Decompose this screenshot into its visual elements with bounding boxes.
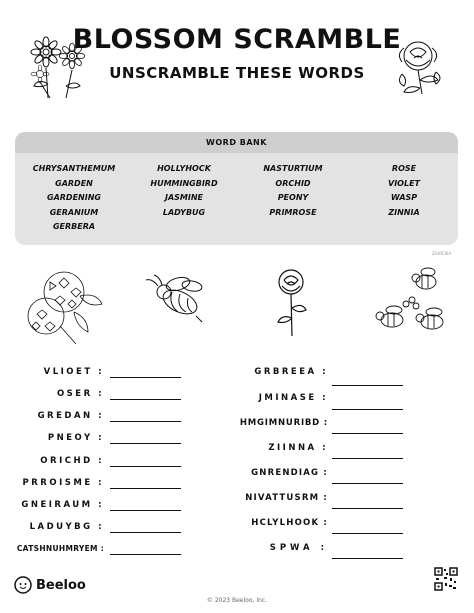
word-bank-item: PRIMROSE [269, 207, 317, 217]
word-bank-item: NASTURTIUM [263, 164, 323, 173]
scrambled-word: GNRENDIAG : [251, 468, 328, 478]
scrambled-word: ZIINNA : [268, 443, 328, 453]
answer-line[interactable] [110, 554, 181, 555]
word-bank-column-2 [139, 162, 229, 220]
answer-line[interactable] [332, 558, 403, 559]
word-bank-item: LADYBUG [162, 207, 206, 217]
word-bank-item: ZINNIA [388, 207, 420, 217]
scrambled-word: NIVATTUSRM : [245, 493, 328, 503]
word-bank-column-3 [251, 162, 335, 220]
word-bank-item: ROSE [391, 164, 417, 173]
word-bank-item: CHRYSANTHEMUM [32, 164, 116, 173]
word-bank-item: WASP [390, 193, 418, 202]
bee-logo-icon [14, 576, 32, 594]
word-bank-item: GERBERA [52, 222, 96, 231]
scrambled-word: VLIOET : [43, 367, 104, 377]
page-title: BLOSSOM SCRAMBLE [72, 24, 402, 55]
brand-name: Beeloo [36, 577, 86, 593]
word-bank-item: GARDEN [55, 178, 93, 188]
answer-line[interactable] [110, 421, 181, 422]
answer-line[interactable] [110, 510, 181, 511]
word-bank-item: HUMMINGBIRD [150, 178, 218, 188]
scrambled-word: GREDAN : [37, 411, 104, 421]
answer-line[interactable] [332, 458, 403, 459]
answer-line[interactable] [332, 433, 403, 434]
answer-line[interactable] [332, 508, 403, 509]
sunflowers-illustration [26, 34, 94, 100]
rose-illustration [388, 34, 450, 100]
answer-line[interactable] [332, 533, 403, 534]
answer-line[interactable] [110, 399, 181, 400]
scrambled-word: HCLYLHOOK : [251, 518, 328, 528]
answer-line[interactable] [332, 483, 403, 484]
bees-group-illustration [370, 264, 456, 338]
word-bank-item: GARDENING [47, 193, 101, 202]
answer-line[interactable] [332, 385, 403, 386]
word-bank-item: ORCHID [275, 178, 311, 188]
scrambled-word: ORICHD : [40, 456, 104, 466]
word-bank-title: WORD BANK [15, 132, 458, 153]
word-bank [15, 132, 458, 245]
word-bank-item: GERANIUM [49, 207, 99, 217]
answer-line[interactable] [110, 377, 181, 378]
scrambled-word: GRBREEA : [254, 367, 328, 377]
bee-illustration [142, 274, 214, 328]
qr-code-icon [434, 567, 458, 591]
scrambled-word: GNEIRAUM : [21, 500, 104, 510]
page-subtitle: UNSCRAMBLE THESE WORDS [109, 64, 365, 82]
scrambled-word: CATSHNUHMRYEM : [16, 544, 104, 553]
scrambled-word: PNEOY : [47, 433, 104, 443]
answer-line[interactable] [110, 466, 181, 467]
answer-line[interactable] [110, 443, 181, 444]
brand-logo [14, 576, 86, 594]
scrambled-word: JMINASE : [258, 393, 328, 403]
scrambled-word: OSER : [56, 389, 104, 399]
word-bank-item: HOLLYHOCK [157, 164, 211, 173]
copyright: © 2023 Beeloo, Inc. [206, 597, 268, 604]
word-bank-item: VIOLET [388, 178, 420, 188]
scrambled-word: LADUYBG : [29, 522, 104, 532]
rose-stem-illustration [272, 266, 310, 340]
word-bank-item: JASMINE [164, 193, 204, 202]
scrambled-word: SPWA : [269, 543, 328, 553]
answer-line[interactable] [110, 488, 181, 489]
word-bank-column-4 [371, 162, 437, 220]
word-bank-column-1 [25, 162, 123, 235]
word-bank-item: PEONY [277, 193, 309, 202]
scrambled-word: PRROISME : [22, 478, 104, 488]
answer-line[interactable] [110, 532, 181, 533]
sheet-code: ZAHR36A [432, 251, 452, 256]
hydrangea-illustration [20, 266, 106, 348]
scrambled-word: HMGIMNURIBD : [239, 418, 328, 428]
answer-line[interactable] [332, 409, 403, 410]
